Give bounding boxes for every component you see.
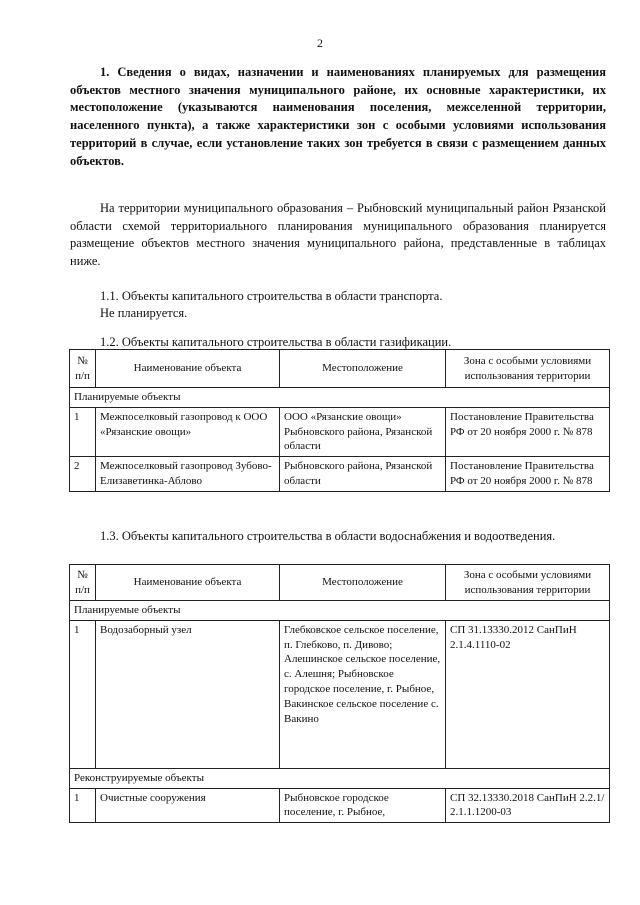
- water-objects-table: [69, 564, 610, 823]
- intro-paragraph: На территории муниципального образования – Рыбновский муниципальный район Рязанской области схемой территориального планирования муниципального образования планируется размещение объектов местного значения муниципального района, представленные в таблицах ниже.: [70, 201, 606, 268]
- table-row: [70, 457, 610, 492]
- group-label: Планируемые объекты: [70, 388, 610, 408]
- section-heading: 1. Сведения о видах, назначении и наименованиях планируемых для размещения объектов местного значения муниципального районе, их основные характеристики, их местоположение (указываются наименования поселения, межселенной территории, населенного пункта), а также характеристики зон с особыми условиями использования территорий в случае, если установление таких зон требуется в связи с размещением данных объектов.: [70, 65, 606, 168]
- header-location: Местоположение: [280, 350, 446, 388]
- row-zone: Постановление Правительства РФ от 20 ноября 2000 г. № 878: [446, 407, 610, 456]
- row-object-name: Межпоселковый газопровод к ООО «Рязанские овощи»: [96, 407, 280, 456]
- row-object-name: Межпоселковый газопровод Зубово-Елизаветинка-Аблово: [96, 457, 280, 492]
- group-row: [70, 768, 610, 788]
- row-number: 1: [70, 407, 96, 456]
- row-number: 1: [70, 788, 96, 823]
- group-label: Планируемые объекты: [70, 601, 610, 621]
- header-zone: Зона с особыми условиями использования территории: [446, 565, 610, 601]
- table-row: [70, 620, 610, 768]
- header-name: Наименование объекта: [96, 350, 280, 388]
- table-header-row: [70, 565, 610, 601]
- row-zone: Постановление Правительства РФ от 20 ноября 2000 г. № 878: [446, 457, 610, 492]
- table-header-row: [70, 350, 610, 388]
- row-zone: СП 32.13330.2018 СанПиН 2.2.1/ 2.1.1.1200-03: [446, 788, 610, 823]
- row-number: 1: [70, 620, 96, 768]
- header-name: Наименование объекта: [96, 565, 280, 601]
- section-1-3-title: 1.3. Объекты капитального строительства в области водоснабжения и водоотведения.: [100, 529, 556, 543]
- table-row: [70, 407, 610, 456]
- table-row: [70, 788, 610, 823]
- page-number: 2: [317, 36, 323, 50]
- row-location: ООО «Рязанские овощи» Рыбновского района, Рязанской области: [280, 407, 446, 456]
- row-number: 2: [70, 457, 96, 492]
- group-row: [70, 388, 610, 408]
- row-zone: СП 31.13330.2012 СанПиН 2.1.4.1110-02: [446, 620, 610, 768]
- row-location: Рыбновское городское поселение, г. Рыбное,: [280, 788, 446, 823]
- gas-objects-table: [69, 349, 610, 492]
- row-location: Глебковское сельское поселение, п. Глебково, п. Дивово; Алешинское сельское поселение, с. Алешня; Рыбновское городское поселение, г. Рыбное, Вакинское сельское поселение с. Вакино: [280, 620, 446, 768]
- header-location: Местоположение: [280, 565, 446, 601]
- row-location: Рыбновского района, Рязанской области: [280, 457, 446, 492]
- section-1-1-note: Не планируется.: [100, 306, 188, 320]
- row-object-name: Очистные сооружения: [96, 788, 280, 823]
- row-object-name: Водозаборный узел: [96, 620, 280, 768]
- section-1-1-title: 1.1. Объекты капитального строительства в области транспорта.: [100, 289, 443, 303]
- group-row: [70, 601, 610, 621]
- section-1-2-title: 1.2. Объекты капитального строительства в области газификации.: [100, 335, 452, 349]
- header-number: № п/п: [70, 565, 96, 601]
- group-label: Реконструируемые объекты: [70, 768, 610, 788]
- header-number: № п/п: [70, 350, 96, 388]
- header-zone: Зона с особыми условиями использования территории: [446, 350, 610, 388]
